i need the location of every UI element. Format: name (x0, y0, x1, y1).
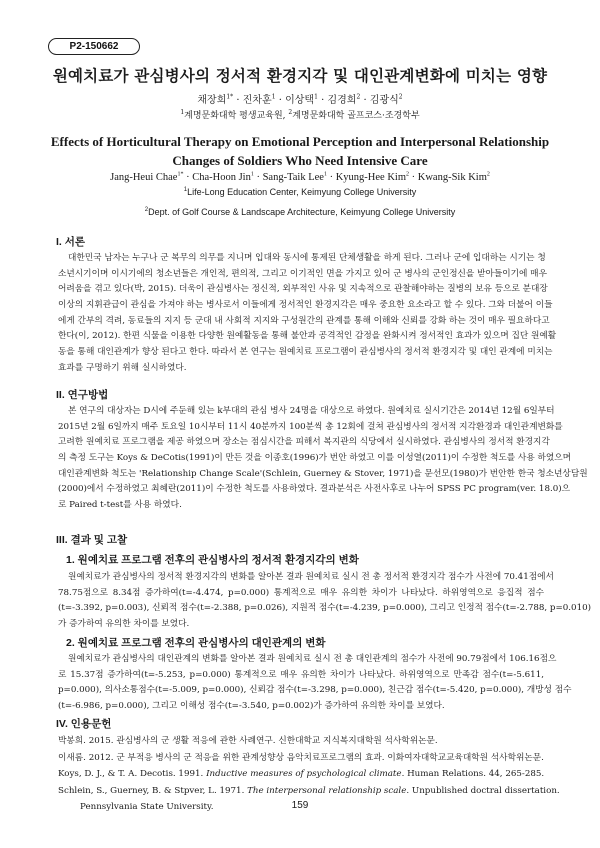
page-number: 159 (291, 800, 309, 811)
text-line: 효과를 구명하기 위해 실시하였다. (58, 362, 187, 373)
author-ko-1: 채장희 (197, 95, 227, 106)
author-ko-4-sup: 2 (356, 93, 361, 101)
english-affiliation-2 (0, 207, 600, 217)
text-line: 이상의 지휘관급이 관심을 가져야 하는 병사로서 이들에게 정서적인 환경지각은 매우 중요한 요소라고 할 수 있다. 그와 더불어 이들 (58, 300, 553, 311)
reference-item: 이새롬. 2012. 군 부적응 병사의 군 적응을 위한 관계성향상 음악치료프로그램의 효과. 이화여자대학교교육대학원 석사학위논문. (58, 752, 544, 763)
text-line: 에게 간부의 격려, 동료들의 지지 등 군대 내 사회적 지지와 구성원간의 관계를 통해 이해와 신뢰를 강화 하는 것이 매우 필요하다고 (58, 315, 550, 326)
author-en-3-sup: 1 (323, 171, 327, 178)
affil-ko-1-sup: 1 (180, 109, 185, 116)
affil-ko-1: 계명문화대학 평생교육원, (184, 111, 289, 121)
text-line: 대한민국 남자는 누구나 군 복무의 의무를 지니며 입대와 동시에 통제된 단체생활을 하게 된다. 그러나 군에 입대하는 시기는 청 (68, 253, 546, 263)
text-line: 고려한 원예치료 프로그램을 제공 하였으며 장소는 점심시간을 피해서 복지관의 식당에서 실시하였다. 관심병사의 정서적 환경지각 (58, 437, 550, 448)
author-ko-4: 김경희 (327, 95, 357, 106)
text-line: (2000)에서 수정하였고 최혜란(2011)이 수정한 척도를 사용하였다. 결과분석은 사전사후로 나누어 SPSS PC program(ver. 18.0)으 (58, 484, 571, 495)
author-ko-3-sup: 1 (314, 93, 318, 101)
reference-source: . Human Relations. 44, 265-285. (401, 769, 545, 779)
reference-item (58, 766, 544, 783)
author-en-4: Kyung-Hee Kim (335, 172, 406, 183)
reference-source: . Unpublished doctral dissertation. (406, 785, 560, 796)
introduction-paragraph (58, 251, 557, 377)
text-line: 원예치료가 관심병사의 대인관계의 변화를 알아본 결과 원예치료 실시 전 총 대인관계의 점수가 사전에 90.79점에서 106.16점으 (68, 654, 557, 664)
reference-authors: Koys, D. J., & T. A. Decotis. 1991. (58, 769, 207, 779)
affil-ko-2: 계명문화대학 골프코스·조경학부 (292, 111, 420, 121)
affil-en-2-sup: 2 (144, 207, 149, 213)
subsection-heading-interpersonal: 2. 원예치료 프로그램 전후의 관심병사의 대인관계의 변화 (66, 637, 326, 649)
section-heading-results: III. 결과 및 고찰 (56, 534, 128, 546)
author-sep: · (253, 172, 263, 183)
author-ko-1-sup: 1* (226, 93, 234, 101)
text-line: 2015년 2월 6일까지 매주 토요일 10시부터 11시 40분까지 100분씩 총 12회에 걸쳐 관심병사의 정서적 지각환경과 대인관계변화를 (58, 421, 563, 432)
text-line: 로 Paired t-test를 사용 하였다. (58, 500, 182, 511)
subsection-heading-emotional-perception: 1. 원예치료 프로그램 전후의 관심병사의 정서적 환경지각의 변화 (66, 554, 359, 566)
reference-title: Inductive measures of psychological climate (206, 769, 402, 779)
results-emotional-paragraph (58, 570, 592, 633)
author-ko-3: 이상택 (285, 95, 315, 106)
author-en-3: Sang-Taik Lee (262, 172, 324, 183)
reference-authors: Schlein, S., Guerney, B. & Stpver, L. 1971. (58, 785, 248, 796)
english-affiliation-1 (0, 187, 600, 197)
author-en-1: Jang-Heui Chae (110, 172, 178, 183)
section-heading-methods: II. 연구방법 (56, 389, 109, 401)
section-heading-introduction: I. 서론 (56, 236, 86, 248)
korean-authors (0, 91, 600, 106)
text-line: 어려움을 겪고 있다(박, 2015). 더욱이 관심병사는 정신적, 외부적인 사유 및 지속적으로 관찰해야하는 질병의 보유 등으로 분대장 (58, 284, 548, 295)
section-heading-references: IV. 인용문헌 (56, 718, 112, 730)
affil-en-2-text: Dept. of Golf Course & Landscape Architecture, Keimyung College University (148, 207, 456, 217)
author-ko-2-sup: 1 (271, 93, 276, 101)
text-line: 의 측정 도구는 Koys & DeCotis(1991)이 만든 것을 이종호(1996)가 번안 하였고 이를 이성열(2011)이 수정한 척도를 사용 하였으며 (58, 453, 572, 464)
author-en-1-sup: 1* (177, 171, 184, 178)
text-line: 원예치료가 관심병사의 정서적 환경지각의 변화를 알아본 결과 원예치료 실시 전 총 정서적 환경지각 점수가 사전에 70.41점에서 (68, 572, 554, 582)
affil-en-1-sup: 1 (183, 187, 188, 193)
reference-item (58, 783, 560, 800)
text-line: p=0.000), 의사소통점수(t=-5.009, p=0.000), 신뢰감 점수(t=-3.298, p=0.000), 친근감 점수(t=-5.420, p=0.000), 개방성 점수 (58, 685, 572, 696)
reference-title: The interpersonal relationship scale (247, 785, 407, 796)
text-line: (t=-3.392, p=0.003), 신뢰적 점수(t=-2.388, p=0.026), 지원적 점수(t=-4.239, p=0.000), 그리고 인정적 점수(t=-2.788, p=0.010) (58, 603, 592, 614)
text-line: 본 연구의 대상자는 D시에 주둔해 있는 k부대의 관심 병사 24명을 대상으로 하였다. 원예치료 실시기간은 2014년 12월 6일부터 (68, 406, 555, 416)
text-line: 한다(이, 2012). 한편 식물을 이용한 다양한 원예활동을 통해 불안과 공격적인 감정을 완화시켜 정서적인 효과가 있으며 집단 원예활 (58, 331, 557, 342)
author-en-5-sup: 2 (486, 171, 490, 178)
text-line: (t=-6.986, p=0.000), 그리고 이해성 점수(t=-3.540, p=0.002)가 증가하여 유의한 차이를 보였다. (58, 701, 445, 712)
english-title-line-2: Changes of Soldiers Who Need Intensive Care (172, 153, 428, 168)
text-line: 78.75점으로 8.34점 증가하여(t=-4.474, p=0.000) 통계적으로 매우 유의한 차이가 나타났다. 하위영역으로 응집적 점수 (58, 587, 544, 598)
text-line: 소년시기이며 이시기에의 청소년들은 개인적, 편의적, 그리고 이기적인 면을 가지고 있어 군 병사의 군인정신을 받아들이기에 매우 (58, 268, 547, 279)
korean-title: 원예치료가 관심병사의 정서적 환경지각 및 대인관계변화에 미치는 영향 (52, 66, 548, 85)
text-line: 가 증가하여 유의한 차이를 보였다. (58, 619, 190, 630)
author-sep: · (317, 95, 328, 106)
results-interpersonal-paragraph (58, 652, 572, 715)
author-sep: · (275, 95, 286, 106)
english-authors (0, 172, 600, 183)
author-en-4-sup: 2 (406, 171, 409, 178)
methods-paragraph (58, 404, 588, 514)
author-sep: · (360, 95, 370, 106)
author-sep: · (326, 172, 336, 183)
reference-continuation: Pennsylvania State University. (80, 802, 214, 812)
author-sep: · (233, 95, 243, 106)
author-ko-5-sup: 2 (398, 93, 403, 101)
author-en-2-sup: 1 (250, 171, 254, 178)
author-en-5: Kwang-Sik Kim (417, 172, 487, 183)
author-en-2: Cha-Hoon Jin (192, 172, 251, 183)
text-line: 로 15.37점 증가하여(t=-5.253, p=0.000) 통계적으로 매우 유의한 차이가 나타났다. 하위영역으로 만족감 점수(t=-5.611, (58, 669, 544, 680)
paper-id-badge: P2-150662 (48, 38, 140, 55)
author-ko-5: 김광식 (369, 95, 399, 106)
author-sep: · (183, 172, 193, 183)
english-title-line-1: Effects of Horticultural Therapy on Emotional Perception and Interpersonal Relationship (50, 134, 550, 149)
author-ko-2: 진차훈 (242, 95, 272, 106)
affil-en-1-text: Life-Long Education Center, Keimyung College University (187, 187, 417, 197)
text-line: 동을 통해 대인관계가 향상 된다고 한다. 따라서 본 연구는 원예치료 프로그램이 관심병사의 정서적 환경지각 및 대인 관계에 미치는 (58, 347, 553, 358)
korean-affiliations (0, 108, 600, 121)
reference-item: 박봉희. 2015. 관심병사의 군 생활 적응에 관한 사례연구. 신한대학교 지식복지대학원 석사학위논문. (58, 736, 438, 746)
affil-ko-2-sup: 2 (288, 109, 293, 116)
author-sep: · (409, 172, 418, 183)
text-line: 대인관계변화 척도는 'Relationship Change Scale'(Schlein, Guerney & Stover, 1971)을 문선모(1980)가 번안한 한국 청소년상담원 (58, 468, 588, 479)
